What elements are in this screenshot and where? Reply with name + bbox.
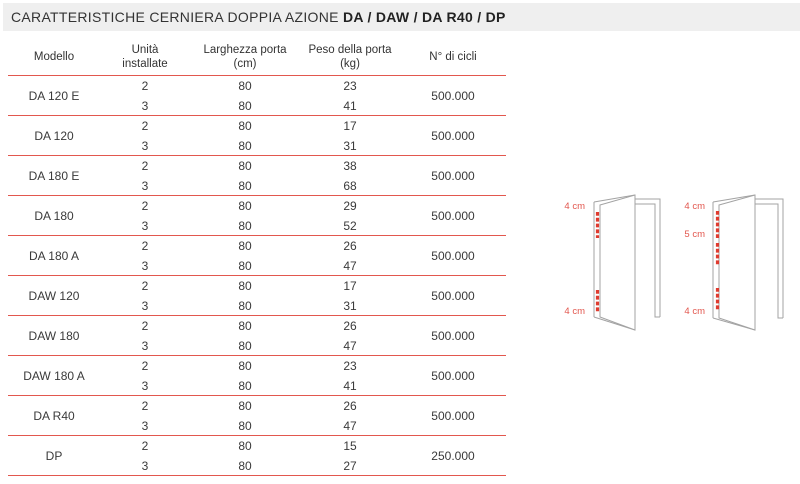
units-cell: 2 3 [141,399,149,433]
table-header-row [8,38,506,76]
weight-cell: 26 47 [343,239,357,273]
units-cell: 2 3 [141,279,149,313]
table-row-group [8,236,506,276]
width-cell: 80 80 [238,319,252,353]
model-cell: DA 180 E [28,169,80,183]
cycles-cell: 500.000 [431,89,475,103]
width-cell: 80 80 [238,119,252,153]
table-row-group [8,436,506,476]
model-cell: DA 180 A [28,249,80,263]
width-cell: 80 80 [238,159,252,193]
model-cell: DAW 180 A [23,369,85,383]
page-title-models: DA / DAW / DA R40 / DP [342,9,506,25]
table-row-group [8,316,506,356]
weight-cell: 17 31 [343,279,357,313]
cycles-cell: 250.000 [431,449,475,463]
table-row-group [8,276,506,316]
units-cell: 2 3 [141,319,149,353]
width-cell: 80 80 [238,79,252,113]
header-model: Modello [33,50,75,63]
units-cell: 2 3 [141,159,149,193]
dim-label-top: 4 cm [564,201,585,212]
cycles-cell: 500.000 [431,209,475,223]
cycles-cell: 500.000 [431,289,475,303]
units-cell: 2 3 [141,199,149,233]
model-cell: DA 120 E [28,89,80,103]
weight-cell: 15 27 [343,439,357,473]
hinge-spec-table [8,38,506,476]
units-cell: 2 3 [141,79,149,113]
header-door-weight: Peso della porta (kg) [308,43,392,70]
weight-cell: 23 41 [343,359,357,393]
table-row-group [8,156,506,196]
cycles-cell: 500.000 [431,129,475,143]
door-diagram-three-hinges [678,190,798,340]
table-row-group [8,196,506,236]
header-cycles: N° di cicli [429,50,477,63]
table-row-group [8,356,506,396]
units-cell: 2 3 [141,359,149,393]
width-cell: 80 80 [238,399,252,433]
model-cell: DAW 120 [28,289,80,303]
weight-cell: 17 31 [343,119,357,153]
units-cell: 2 3 [141,439,149,473]
weight-cell: 29 52 [343,199,357,233]
door-diagram-two-hinges [556,190,676,340]
weight-cell: 38 68 [343,159,357,193]
width-cell: 80 80 [238,359,252,393]
model-cell: DAW 180 [28,329,80,343]
page-title: CARATTERISTICHE CERNIERA DOPPIA AZIONE [11,9,343,25]
cycles-cell: 500.000 [431,329,475,343]
model-cell: DA 180 [34,209,74,223]
cycles-cell: 500.000 [431,249,475,263]
dim-label-bottom: 4 cm [564,306,585,317]
cycles-cell: 500.000 [431,169,475,183]
width-cell: 80 80 [238,439,252,473]
width-cell: 80 80 [238,199,252,233]
cycles-cell: 500.000 [431,369,475,383]
table-row-group [8,396,506,436]
model-cell: DP [45,449,63,463]
weight-cell: 26 47 [343,399,357,433]
table-row-group [8,76,506,116]
model-cell: DA 120 [34,129,74,143]
door-panel [719,195,755,330]
door-frame [635,199,660,317]
model-cell: DA R40 [33,409,75,423]
weight-cell: 23 41 [343,79,357,113]
header-units: Unità installate [122,43,168,70]
cycles-cell: 500.000 [431,409,475,423]
units-cell: 2 3 [141,239,149,273]
header-door-width: Larghezza porta (cm) [203,43,287,70]
dim-label-middle: 5 cm [684,229,705,240]
dim-label-bottom: 4 cm [684,306,705,317]
door-frame [755,199,783,318]
door-panel [600,195,635,330]
title-band [3,3,800,31]
dim-label-top: 4 cm [684,201,705,212]
units-cell: 2 3 [141,119,149,153]
table-row-group [8,116,506,156]
width-cell: 80 80 [238,279,252,313]
width-cell: 80 80 [238,239,252,273]
weight-cell: 26 47 [343,319,357,353]
